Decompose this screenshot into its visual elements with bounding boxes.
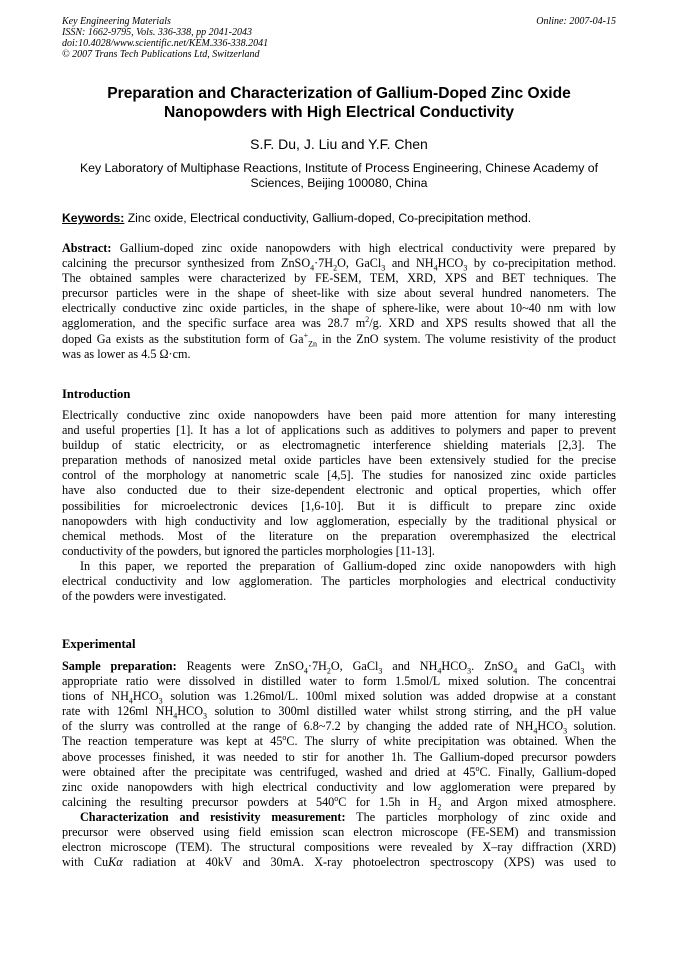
abstract-line: agglomeration, and the specific surface area was 28.7 $m^2/g$. XRD and XPS results showed that all the <box>62 315 616 331</box>
affiliation-line-1: Key Laboratory of Multiphase Reactions, Institute of Process Engineering, Chinese Academy of <box>79 161 599 175</box>
exp-line: calcining the resulting precursor powders at 540$^o$C for 1.5h in $H_2$ and Argon mixed atmosphere. <box>62 793 617 812</box>
title-line-1: Preparation and Characterization of Gallium-Doped Zinc Oxide <box>107 85 571 102</box>
exp-line: Characterization and resistivity measurement: The particles morphology of zinc oxide and <box>80 809 616 824</box>
exp-line: The reaction temperature was kept at 45$^o$C. The slurry of white precipitation was obtained. When the <box>62 733 616 749</box>
intro-line: have also conducted due to their size-dependent electronic and optical properties, which offer <box>62 483 616 498</box>
exp-line: were obtained after the precipitate was centrifuged, washed and dried at 45$^o$C. Finally, Gallium-doped <box>62 763 617 779</box>
copyright-line: © 2007 Trans Tech Publications Ltd, Switzerland <box>62 49 260 60</box>
journal-name: Key Engineering Materials <box>62 16 171 27</box>
journal-header <box>62 16 616 60</box>
abstract-line: The obtained samples were characterized by FE-SEM, TEM, XRD, XPS and BET techniques. The <box>62 271 616 286</box>
doi-line: doi:10.4028/www.scientific.net/KEM.336-338.2041 <box>62 38 269 49</box>
exp-line: Sample preparation: Reagents were $ZnSO_4\cdot 7H_2O$, GaCl$_3$ and $NH_4HCO_3$. ZnSO$_4$ and GaCl$_3$ with <box>62 659 616 676</box>
abstract-label: Abstract: <box>62 241 112 255</box>
exp-line: appropriate ratio were dissolved in distilled water to form 1.5mol/L mixed solution. The concentrai <box>62 674 616 689</box>
abstract-line: was as lower as 4.5 Ω·cm. <box>62 346 191 361</box>
intro-line: chemical methods. Most of the literature on the preparation overemphasized the electrical <box>62 528 616 543</box>
intro-line: electrical conductivity and low agglomeration. The particles morphologies and electrical conductivity <box>62 574 616 589</box>
abstract-line: precursor particles were in the shape of sheet-like with size about several hundred nanometers. The <box>62 286 616 301</box>
keywords <box>62 211 616 225</box>
intro-line: of the powders were investigated. <box>62 589 227 604</box>
keywords-text: Zinc oxide, Electrical conductivity, Gallium-doped, Co-precipitation method. <box>124 211 532 225</box>
keywords-label: Keywords: <box>62 211 125 225</box>
intro-line: In this paper, we reported the preparation of Gallium-doped zinc oxide nanopowders with high <box>80 558 616 573</box>
intro-line: conductivity of the powders, but ignored the particles morphologies [11-13]. <box>62 543 435 558</box>
sample-prep-label: Sample preparation: <box>62 659 177 673</box>
intro-line: preparation methods of nanosized metal oxide particles have been extensively studied for the precise <box>62 453 616 468</box>
exp-line: precursor were observed using field emission scan electron microscope (FE-SEM) and transmission <box>62 825 616 840</box>
exp-line: above processes finished, it was needed to stir for another 1h. The Gallium-doped precursor powders <box>62 749 616 764</box>
online-date: Online: 2007-04-15 <box>536 16 616 27</box>
abstract <box>62 241 616 362</box>
abstract-line: Abstract: Gallium-doped zinc oxide nanopowders with high electrical conductivity were prepared by <box>62 241 616 255</box>
exp-line: rate with 126ml $NH_4HCO_3$ solution to 300ml distilled water whilst strong stirring, and the pH value <box>62 704 616 721</box>
abstract-line: electrically conductive zinc oxide particles, in the shape of sphere-like, were about 10~40 nm with low <box>62 301 616 316</box>
characterization-label: Characterization and resistivity measurement: <box>80 809 346 824</box>
experimental-body <box>62 659 616 870</box>
abstract-line: calcining the precursor synthesized from $ZnSO_4\cdot 7H_2O$, GaCl$_3$ and $NH_4HCO_3$ by co-precipitation method. <box>62 256 617 273</box>
intro-body <box>62 408 616 604</box>
exp-line: electron microscope (TEM). The structural compositions were revealed by X–ray diffraction (XRD) <box>62 840 616 855</box>
intro-line: Electrically conductive zinc oxide nanopowders have been paid more attention for many interesting <box>62 408 616 422</box>
intro-line: and useful properties [1]. It has a lot of applications such as additives to polymers and paper to prevent <box>62 423 616 438</box>
intro-line: possibilities for microelectronic devices [1,6-10]. But it is difficult to prepare zinc oxide <box>62 498 616 513</box>
affiliation <box>62 161 616 191</box>
intro-line: nanopowders with high conductivity and low agglomeration, especially by the traditional physical or <box>62 513 616 528</box>
exp-line: tions of $NH_4HCO_3$ solution was 1.26mol/L. 100ml mixed solution was added dropwise at a constant <box>62 689 616 706</box>
authors: S.F. Du, J. Liu and Y.F. Chen <box>250 136 428 152</box>
exp-line: with CuKα radiation at 40kV and 30mA. X-ray photoelectron spectroscopy (XPS) was used to <box>62 855 616 870</box>
experimental-heading: Experimental <box>62 637 136 651</box>
affiliation-line-2: Sciences, Beijing 100080, China <box>250 176 428 190</box>
intro-line: buildup of static electricity, or as electromagnetic interference shielding materials [2,3]. The <box>62 438 616 453</box>
title-line-2: Nanopowders with High Electrical Conductivity <box>163 104 515 121</box>
issn-line: ISSN: 1662-9795, Vols. 336-338, pp 2041-2043 <box>62 27 252 38</box>
abstract-line: doped Ga exists as the substitution form of $Ga^+_{Zn}$ in the ZnO system. The volume resistivity of the product <box>62 330 616 348</box>
intro-line: control of the morphology at nanometric scale [4,5]. The studies for nanosized zinc oxide particles <box>62 468 616 483</box>
intro-heading: Introduction <box>62 387 131 401</box>
exp-line: of the slurry was controlled at the range of 6.8~7.2 by changing the added rate of $NH_4HCO_3$ solution. <box>62 719 616 736</box>
exp-line: zinc oxide nanopowders with high electrical conductivity and low agglomeration were prepared by <box>62 779 616 794</box>
paper-title <box>62 84 616 122</box>
